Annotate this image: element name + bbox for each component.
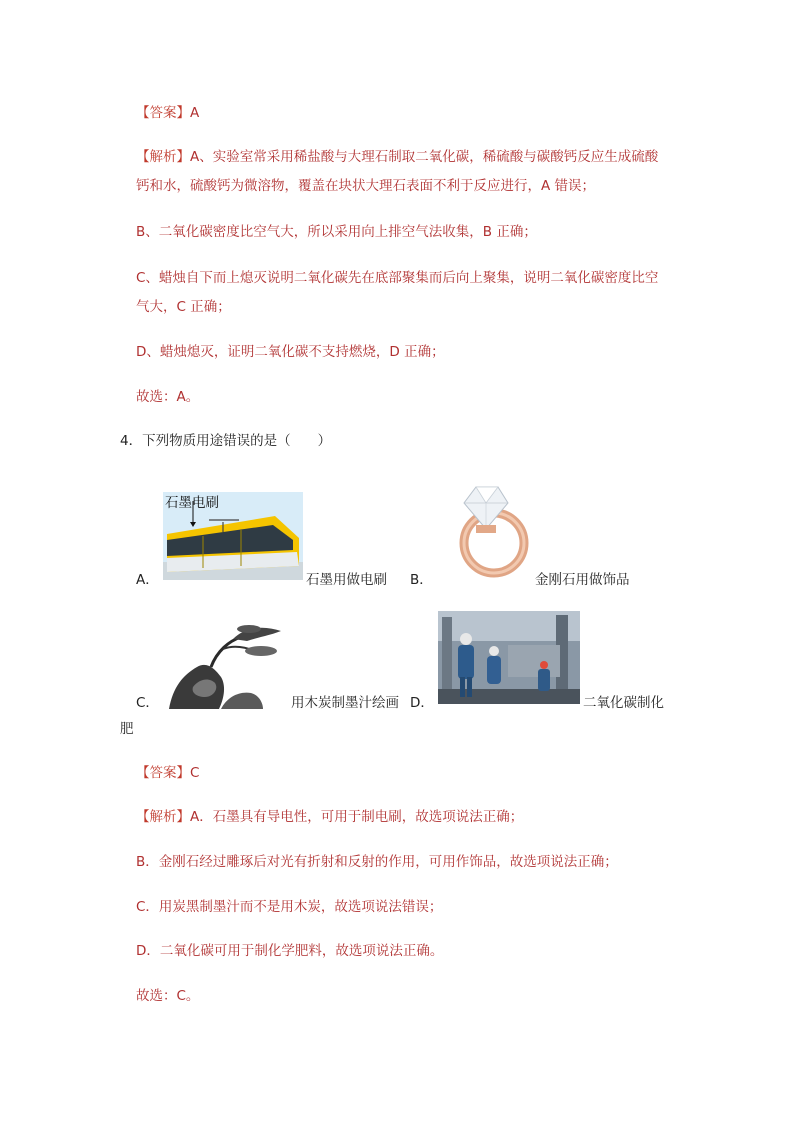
answer-value: A — [190, 105, 200, 121]
q4-answer-line — [136, 763, 199, 783]
ink-painting-image — [163, 617, 288, 709]
option-d-label: D． — [410, 695, 434, 711]
q3-analysis-a-line2: 钙和水，硫酸钙为微溶物，覆盖在块状大理石表面不利于反应进行，A 错误； — [136, 178, 596, 194]
analysis-tag: 【解析】 — [136, 149, 190, 165]
factory-workers-image — [438, 611, 580, 704]
q3-analysis-d: D、蜡烛熄灭，证明二氧化碳不支持燃烧，D 正确； — [136, 344, 445, 360]
tram-caption: 石墨电刷 — [165, 495, 219, 511]
q4-question: 4．下列物质用途错误的是（ ） — [120, 433, 332, 449]
q3-analysis-a-line1 — [136, 147, 658, 167]
q4-conclusion: 故选：C。 — [136, 988, 200, 1004]
option-d-text-line1: 二氧化碳制化 — [583, 695, 664, 711]
option-d-text-line2: 肥 — [120, 721, 134, 737]
option-c-label: C． — [136, 695, 159, 711]
q3-answer-line — [136, 103, 199, 123]
tram-image — [163, 492, 303, 580]
factory-illustration — [438, 611, 580, 704]
option-a-label: A． — [136, 572, 159, 588]
ink-landscape-illustration — [163, 617, 288, 709]
answer-tag: 【答案】 — [136, 105, 190, 121]
q4-analysis-c: C．用炭黑制墨汁而不是用木炭，故选项说法错误； — [136, 899, 443, 915]
analysis-text: A、实验室常采用稀盐酸与大理石制取二氧化碳，稀硫酸与碳酸钙反应生成硫酸 — [190, 149, 659, 165]
option-c-text: 用木炭制墨汁绘画 — [291, 695, 399, 711]
q3-analysis-c-line1: C、蜡烛自下而上熄灭说明二氧化碳先在底部聚集而后向上聚集，说明二氧化碳密度比空 — [136, 270, 659, 286]
option-a-text: 石墨用做电刷 — [306, 572, 387, 588]
q3-analysis-b: B、二氧化碳密度比空气大，所以采用向上排空气法收集，B 正确； — [136, 224, 537, 240]
analysis-text: A．石墨具有导电性，可用于制电刷，故选项说法正确； — [190, 809, 524, 825]
q3-conclusion: 故选：A。 — [136, 389, 200, 405]
q3-analysis-c-line2: 气大，C 正确； — [136, 299, 231, 315]
q4-analysis-d: D．二氧化碳可用于制化学肥料，故选项说法正确。 — [136, 943, 444, 959]
option-b-label: B． — [410, 572, 433, 588]
analysis-tag: 【解析】 — [136, 809, 190, 825]
answer-value: C — [190, 765, 200, 781]
option-b-text: 金刚石用做饰品 — [535, 572, 630, 588]
q4-analysis-b: B．金刚石经过雕琢后对光有折射和反射的作用，可用作饰品，故选项说法正确； — [136, 854, 618, 870]
diamond-ring-illustration — [438, 479, 532, 581]
ring-image — [438, 479, 532, 581]
answer-tag: 【答案】 — [136, 765, 190, 781]
q4-analysis-a-line — [136, 807, 523, 827]
